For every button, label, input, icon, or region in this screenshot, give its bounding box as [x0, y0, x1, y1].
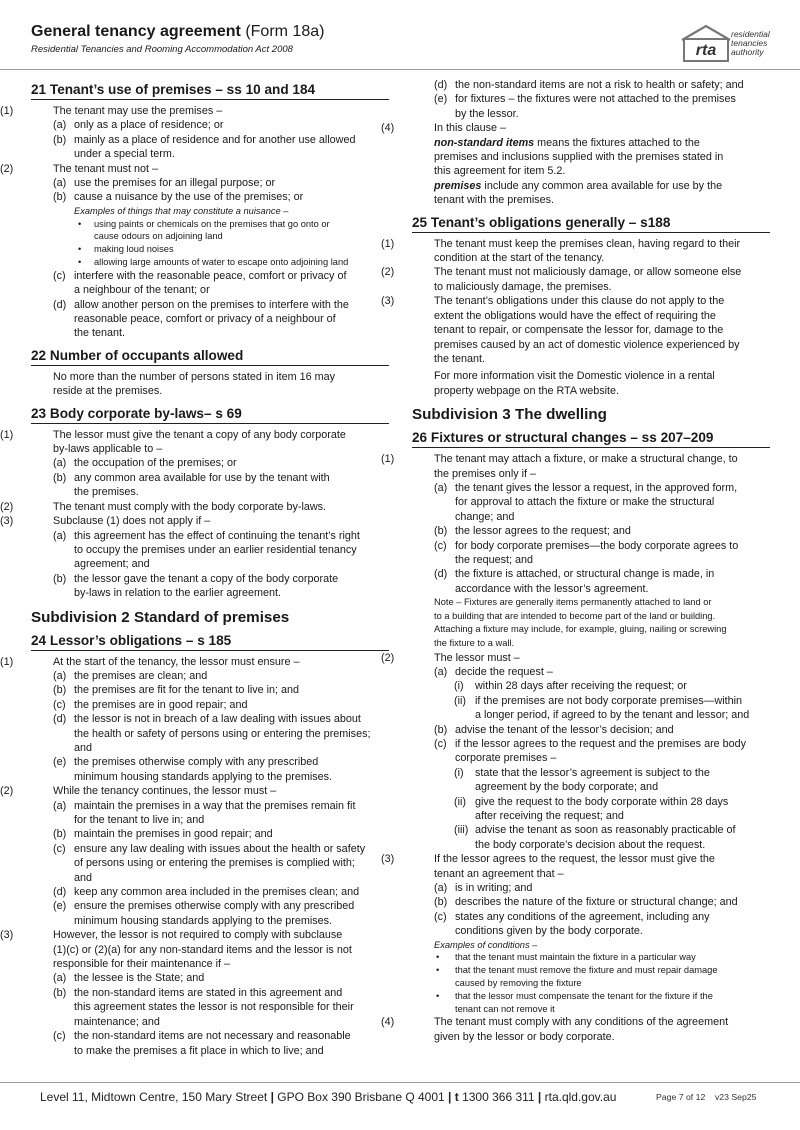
clause-cont: for the tenant to live in; and [74, 814, 205, 827]
clause: (2) The lessor must – [381, 651, 520, 664]
section-21-heading: 21 Tenant’s use of premises – ss 10 and 184 [31, 82, 389, 100]
section-25-heading: 25 Tenant’s obligations generally – s188 [412, 215, 770, 233]
clause-cont: given by the lessor or body corporate. [434, 1030, 615, 1043]
clause-cont: premises caused by an act of domestic violence experienced by [434, 338, 740, 351]
subclause: (iii) advise the tenant as soon as reasonably practicable of [454, 824, 736, 837]
clause: (b) advise the tenant of the lessor’s decision; and [434, 723, 674, 736]
clause: (1) The tenant must keep the premises clean, having regard to their [381, 237, 741, 250]
clause: (2) The tenant must not maliciously damage, or allow someone else [381, 266, 742, 279]
note-text: Note – Fixtures are generally items permanently attached to land or [434, 597, 712, 608]
clause: (3) Subclause (1) does not apply if – [0, 515, 211, 528]
clause: (d) keep any common area included in the premises clean; and [53, 886, 360, 899]
clause: (c) states any conditions of the agreement, including any [434, 910, 710, 923]
clause-cont: tenant an agreement that – [434, 867, 564, 880]
clause: (c) interfere with the reasonable peace, comfort or privacy of [53, 269, 347, 282]
examples-heading: Examples of conditions – [434, 939, 538, 950]
clause: (b) the premises are fit for the tenant to live in; and [53, 684, 300, 697]
clause-cont: extent the obligations would have the effect of requiring the [434, 309, 716, 322]
clause-cont: the tenant. [74, 327, 126, 340]
clause-cont: a neighbour of the tenant; or [74, 284, 210, 297]
clause: (b) the lessor agrees to the request; and [434, 525, 631, 538]
clause-cont: under a special term. [74, 148, 175, 161]
clause: (c) ensure any law dealing with issues about the health or safety [53, 842, 366, 855]
subdivision-2-heading: Subdivision 2 Standard of premises [31, 608, 290, 626]
clause: (2) The tenant must not – [0, 162, 159, 175]
clause-cont: the premises. [74, 486, 139, 499]
clause-cont: to make the premises a fit place in which to live; and [74, 1044, 324, 1057]
subclause-cont: a longer period, if agreed to by the tenant and lessor; and [475, 709, 750, 722]
clause-cont: agreement; and [74, 558, 150, 571]
clause: (b) mainly as a place of residence and for another use allowed [53, 133, 356, 146]
clause-cont: accordance with the lessor’s agreement. [455, 582, 649, 595]
example-item: • allowing large amounts of water to escape onto adjoining land [78, 257, 349, 268]
clause: (a) the lessee is the State; and [53, 972, 205, 985]
clause-cont: maintenance; and [74, 1015, 160, 1028]
clause-cont: and [74, 741, 93, 754]
clause-cont: responsible for their maintenance if – [53, 958, 231, 971]
clause: (b) maintain the premises in good repair; and [53, 828, 273, 841]
info-text: property webpage on the RTA website. [434, 384, 620, 397]
subclause: (i) state that the lessor’s agreement is subject to the [454, 766, 710, 779]
svg-text:rta: rta [695, 42, 717, 59]
clause: (c) the premises are in good repair; and [53, 698, 248, 711]
clause-cont: (1)(c) or (2)(a) for any non-standard items and the lessor is not [53, 943, 352, 956]
clause-cont: reside at the premises. [53, 385, 163, 398]
clause-cont: the request; and [455, 553, 534, 566]
act-subtitle: Residential Tenancies and Rooming Accommodation Act 2008 [31, 44, 293, 55]
clause: No more than the number of persons stated in item 16 may [53, 370, 336, 383]
clause: (1) The tenant may attach a fixture, or make a structural change, to [381, 453, 738, 466]
clause-cont: condition at the start of the tenancy. [434, 252, 605, 265]
clause: (e) for fixtures – the fixtures were not attached to the premises [434, 93, 736, 106]
footer-contact: Level 11, Midtown Centre, 150 Mary Street | GPO Box 390 Brisbane Q 4001 | t 1300 366 311 | rta.qld.gov.au [40, 1090, 617, 1104]
clause-cont: conditions given by the body corporate. [455, 925, 643, 938]
document-title: General tenancy agreement (Form 18a) [31, 23, 325, 40]
left-column [0, 76, 389, 1058]
subclause: (i) within 28 days after receiving the request; or [454, 680, 687, 693]
clause: (d) the fixture is attached, or structural change is made, in [434, 568, 715, 581]
clause: (a) the occupation of the premises; or [53, 457, 237, 470]
subclause-cont: after receiving the request; and [475, 810, 624, 823]
clause: (e) the premises otherwise comply with any prescribed [53, 756, 319, 769]
clause: (d) the lessor is not in breach of a law dealing with issues about [53, 713, 361, 726]
clause-cont: by the lessor. [455, 107, 519, 120]
clause-cont: this agreement states the lessor is not responsible for their [74, 1001, 354, 1014]
clause: (2) While the tenancy continues, the lessor must – [0, 785, 277, 798]
example-item: • that the tenant must remove the fixture and must repair damage [436, 965, 718, 976]
clause-cont: for approval to attach the fixture or make the structural [455, 496, 715, 509]
note-text: the fixture to a wall. [434, 637, 515, 648]
clause: (d) the non-standard items are not a risk to health or safety; and [434, 79, 744, 91]
clause-cont: by-laws in relation to the earlier agreement. [74, 587, 282, 600]
example-item: • that the lessor must compensate the tenant for the fixture if the [436, 990, 713, 1001]
clause-cont: and [74, 871, 93, 884]
clause-cont: minimum housing standards applying to the premises. [74, 770, 333, 783]
example-cont: caused by removing the fixture [455, 978, 582, 989]
page-footer [0, 1082, 800, 1130]
right-column [381, 78, 770, 1044]
clause-cont: the health or safety of persons using or entering the premises; [74, 727, 371, 740]
examples-heading: Examples of things that may constitute a nuisance – [74, 205, 289, 216]
example-cont: cause odours on adjoining land [94, 231, 223, 242]
definition: non-standard items means the fixtures attached to the [434, 136, 700, 149]
clause: (b) describes the nature of the fixture or structural change; and [434, 896, 738, 909]
example-item: • making loud noises [78, 244, 174, 255]
clause: (b) the non-standard items are stated in this agreement and [53, 986, 343, 999]
definition: premises include any common area available for use by the [434, 179, 723, 192]
section-24-heading: 24 Lessor’s obligations – s 185 [31, 633, 389, 651]
subclause: (ii) if the premises are not body corporate premises—within [454, 694, 743, 707]
subdivision-3-heading: Subdivision 3 The dwelling [412, 406, 607, 424]
clause: (c) the non-standard items are not necessary and reasonable [53, 1030, 351, 1043]
clause-cont: by-laws applicable to – [53, 443, 163, 456]
clause: (b) the lessor gave the tenant a copy of the body corporate [53, 572, 339, 585]
clause: (e) ensure the premises otherwise comply with any prescribed [53, 900, 355, 913]
note-text: Attaching a fixture may include, for example, gluing, nailing or screwing [434, 624, 727, 635]
clause: (3) The tenant’s obligations under this clause do not apply to the [381, 295, 725, 308]
clause: (a) the tenant gives the lessor a request, in the approved form, [434, 481, 738, 494]
clause: (4) In this clause – [381, 122, 507, 135]
clause: (d) allow another person on the premises to interfere with the [53, 298, 349, 311]
subclause-cont: the body corporate’s decision about the request. [475, 838, 706, 851]
clause: (2) The tenant must comply with the body corporate by-laws. [0, 500, 327, 513]
clause: (c) if the lessor agrees to the request and the premises are body [434, 738, 747, 750]
section-26-heading: 26 Fixtures or structural changes – ss 207–209 [412, 430, 770, 448]
clause: (b) cause a nuisance by the use of the premises; or [53, 191, 304, 204]
clause: (3) However, the lessor is not required to comply with subclause [0, 929, 343, 942]
clause-cont: corporate premises – [455, 752, 557, 765]
clause-cont: the premises only if – [434, 467, 537, 480]
website-link[interactable]: rta.qld.gov.au [544, 1090, 617, 1104]
section-22-heading: 22 Number of occupants allowed [31, 348, 389, 366]
clause: (a) use the premises for an illegal purpose; or [53, 177, 276, 190]
clause-cont: the tenant. [434, 352, 486, 365]
clause-cont: premises and inclusions supplied with the premises stated in [434, 151, 724, 164]
page-header [0, 0, 800, 70]
section-23-heading: 23 Body corporate by-laws– s 69 [31, 406, 389, 424]
clause: (1) At the start of the tenancy, the lessor must ensure – [0, 655, 300, 668]
example-cont: tenant can not remove it [455, 1003, 555, 1014]
clause-cont: change; and [455, 510, 515, 523]
example-item: • that the tenant must maintain the fixture in a particular way [436, 952, 696, 963]
clause: (a) decide the request – [434, 665, 553, 678]
clause-cont: of persons using or entering the premises is complied with; [74, 857, 355, 870]
clause-cont: reasonable peace, comfort or privacy of a neighbour of [74, 313, 336, 326]
clause: (1) The lessor must give the tenant a copy of any body corporate [0, 428, 346, 441]
clause: (a) only as a place of residence; or [53, 119, 224, 132]
clause-cont: to maliciously damage, the premises. [434, 280, 612, 293]
clause: (a) the premises are clean; and [53, 669, 208, 682]
clause: (4) The tenant must comply with any conditions of the agreement [381, 1016, 729, 1029]
clause-cont: tenant to repair, or compensate the lessor for, damage to the [434, 324, 724, 337]
clause-cont: this agreement for item 5.2. [434, 165, 566, 178]
clause-cont: minimum housing standards applying to the premises. [74, 914, 333, 927]
clause: (a) this agreement has the effect of continuing the tenant’s right [53, 529, 360, 542]
clause: (a) is in writing; and [434, 882, 533, 895]
clause: (c) for body corporate premises—the body corporate agrees to [434, 539, 739, 552]
info-text: For more information visit the Domestic violence in a rental [434, 370, 715, 383]
clause: (b) any common area available for use by the tenant with [53, 471, 330, 484]
subclause: (ii) give the request to the body corporate within 28 days [454, 795, 729, 808]
clause: (3) If the lessor agrees to the request, the lessor must give the [381, 853, 715, 866]
clause: (a) maintain the premises in a way that the premises remain fit [53, 799, 356, 812]
rta-logo-words: residential tenancies authority [731, 29, 770, 57]
clause: (1) The tenant may use the premises – [0, 105, 223, 117]
clause-cont: to occupy the premises under an earlier residential tenancy [74, 543, 357, 556]
clause-cont: tenant with the premises. [434, 194, 555, 207]
example-item: • using paints or chemicals on the premises that go onto or [78, 218, 330, 229]
note-text: to a building that are intended to become part of the land or building. [434, 610, 716, 621]
page-number: Page 7 of 12 v23 Sep25 [656, 1092, 757, 1102]
subclause-cont: agreement by the body corporate; and [475, 781, 659, 794]
